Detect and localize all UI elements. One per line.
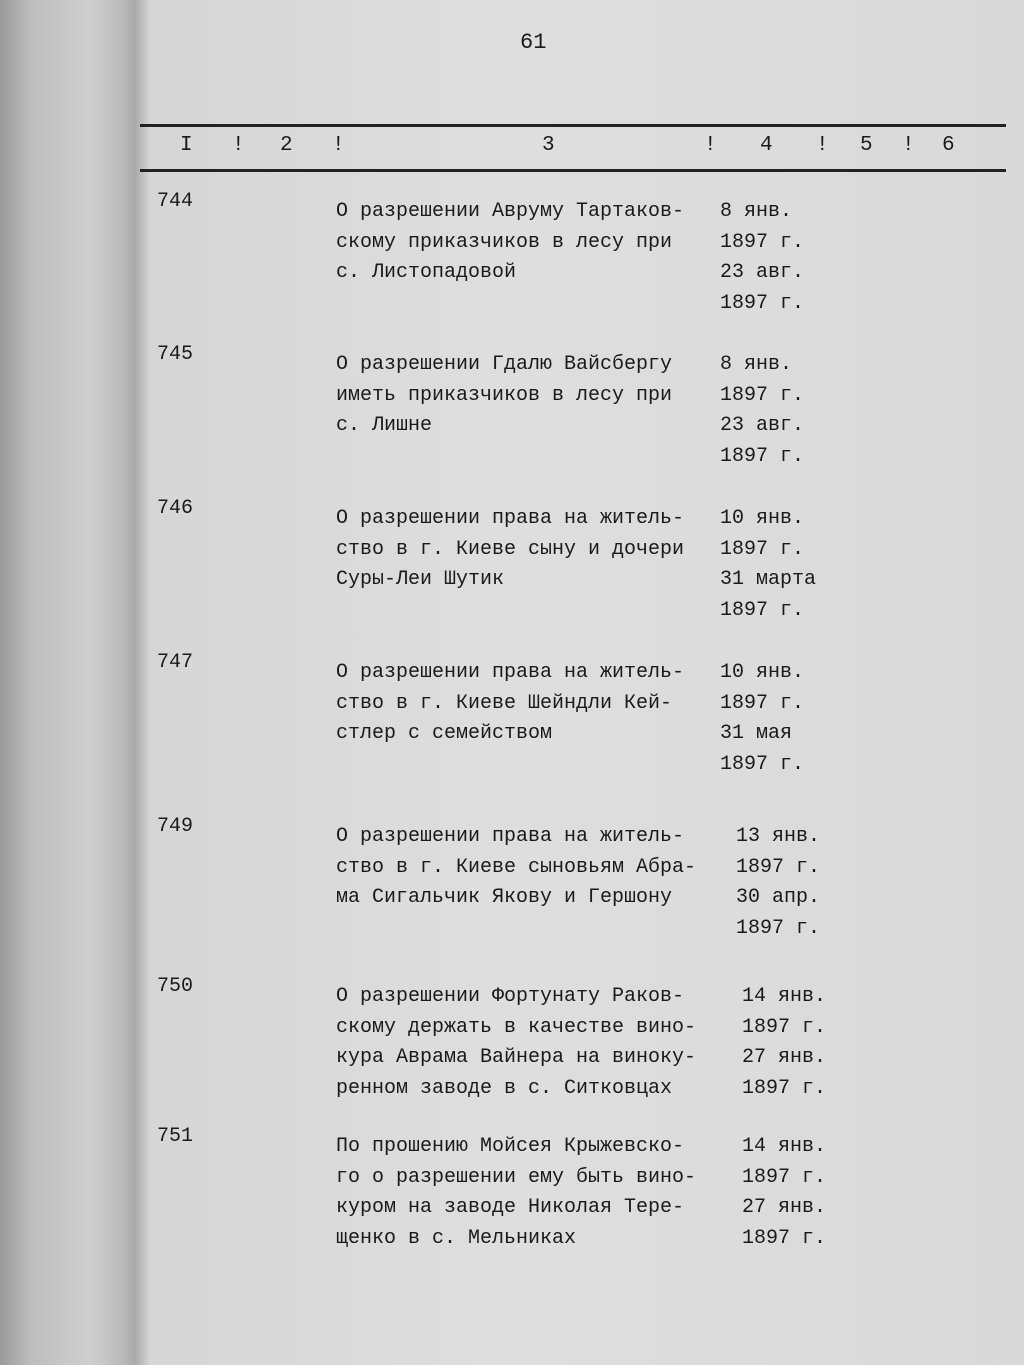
description-line: О разрешении права на житель- (336, 825, 685, 848)
date-line: 10 янв. (720, 507, 805, 530)
date-line: 8 янв. (720, 200, 793, 223)
entry-number: 747 (157, 651, 194, 674)
description-line: куром на заводе Николая Тере- (336, 1196, 685, 1219)
date-line: 1897 г. (720, 598, 805, 622)
header-bottom-rule (140, 169, 1006, 172)
date-line: 1897 г. (742, 1015, 827, 1039)
col-separator: ! (704, 134, 717, 157)
date-line: 14 янв. (742, 1135, 827, 1158)
description-line: ство в г. Киеве Шейндли Кей- (336, 691, 673, 715)
description-line: го о разрешении ему быть вино- (336, 1165, 697, 1189)
entry-number: 744 (157, 190, 194, 213)
description-line: ма Сигальчик Якову и Гершону (336, 886, 673, 909)
col-header-3: 3 (542, 134, 555, 157)
description-line: ренном заводе в с. Ситковцах (336, 1076, 673, 1100)
date-line: 1897 г. (736, 916, 821, 940)
col-header-2: 2 (280, 134, 293, 157)
date-line: 27 янв. (742, 1196, 827, 1219)
col-separator: ! (332, 134, 345, 157)
description-line: с. Лишне (336, 414, 433, 437)
date-line: 1897 г. (720, 383, 805, 407)
date-line: 1897 г. (720, 752, 805, 776)
col-header-4: 4 (760, 134, 773, 157)
entry-dates (720, 504, 816, 626)
date-line: 23 авг. (720, 414, 805, 437)
date-line: 10 янв. (720, 661, 805, 684)
entry-description (336, 982, 696, 1104)
description-line: иметь приказчиков в лесу при (336, 383, 673, 407)
description-line: О разрешении права на житель- (336, 507, 685, 530)
col-separator: ! (902, 134, 915, 157)
date-line: 1897 г. (720, 230, 805, 254)
page-number: 61 (520, 30, 547, 55)
col-separator: ! (232, 134, 245, 157)
description-line: ство в г. Киеве сыновьям Абра- (336, 855, 697, 879)
date-line: 14 янв. (742, 985, 827, 1008)
description-line: стлер с семейством (336, 722, 553, 745)
date-line: 1897 г. (742, 1165, 827, 1189)
col-header-6: 6 (942, 134, 955, 157)
date-line: 23 авг. (720, 261, 805, 284)
date-line: 1897 г. (720, 291, 805, 315)
description-line: скому держать в качестве вино- (336, 1015, 697, 1039)
description-line: с. Листопадовой (336, 261, 517, 284)
description-line: кура Аврама Вайнера на винoку- (336, 1046, 697, 1069)
date-line: 27 янв. (742, 1046, 827, 1069)
description-line: щенко в с. Мельниках (336, 1226, 577, 1250)
header-top-rule (140, 124, 1006, 127)
entry-number: 745 (157, 343, 194, 366)
entry-description (336, 350, 672, 442)
entry-description (336, 197, 684, 289)
column-header-row (140, 134, 1006, 164)
entry-dates (720, 350, 804, 472)
entry-description (336, 1132, 696, 1254)
description-line: Суры-Леи Шутик (336, 568, 505, 591)
date-line: 1897 г. (720, 444, 805, 468)
entry-number: 749 (157, 815, 194, 838)
entry-dates (720, 658, 804, 780)
entry-dates (742, 1132, 826, 1254)
description-line: По прошению Мойсея Крыжевско- (336, 1135, 685, 1158)
entry-dates (736, 822, 820, 944)
date-line: 31 мая (720, 722, 793, 745)
date-line: 8 янв. (720, 353, 793, 376)
description-line: О разрешении Гдалю Вайсбергу (336, 353, 673, 376)
date-line: 1897 г. (720, 691, 805, 715)
entry-description (336, 504, 684, 596)
description-line: скому приказчиков в лесу при (336, 230, 673, 254)
date-line: 1897 г. (742, 1076, 827, 1100)
description-line: О разрешении Авруму Тартаков- (336, 200, 685, 223)
date-line: 30 апр. (736, 886, 821, 909)
date-line: 1897 г. (736, 855, 821, 879)
entry-number: 751 (157, 1125, 194, 1148)
date-line: 1897 г. (720, 537, 805, 561)
entry-dates (742, 982, 826, 1104)
col-header-5: 5 (860, 134, 873, 157)
description-line: О разрешении Фортунату Раков- (336, 985, 685, 1008)
entry-dates (720, 197, 804, 319)
col-header-1: I (180, 134, 193, 157)
entry-description (336, 658, 684, 750)
entry-number: 746 (157, 497, 194, 520)
description-line: О разрешении права на житель- (336, 661, 685, 684)
date-line: 31 марта (720, 568, 817, 591)
entry-description (336, 822, 696, 914)
date-line: 13 янв. (736, 825, 821, 848)
col-separator: ! (816, 134, 829, 157)
entry-number: 750 (157, 975, 194, 998)
date-line: 1897 г. (742, 1226, 827, 1250)
description-line: ство в г. Киеве сыну и дочери (336, 537, 685, 561)
